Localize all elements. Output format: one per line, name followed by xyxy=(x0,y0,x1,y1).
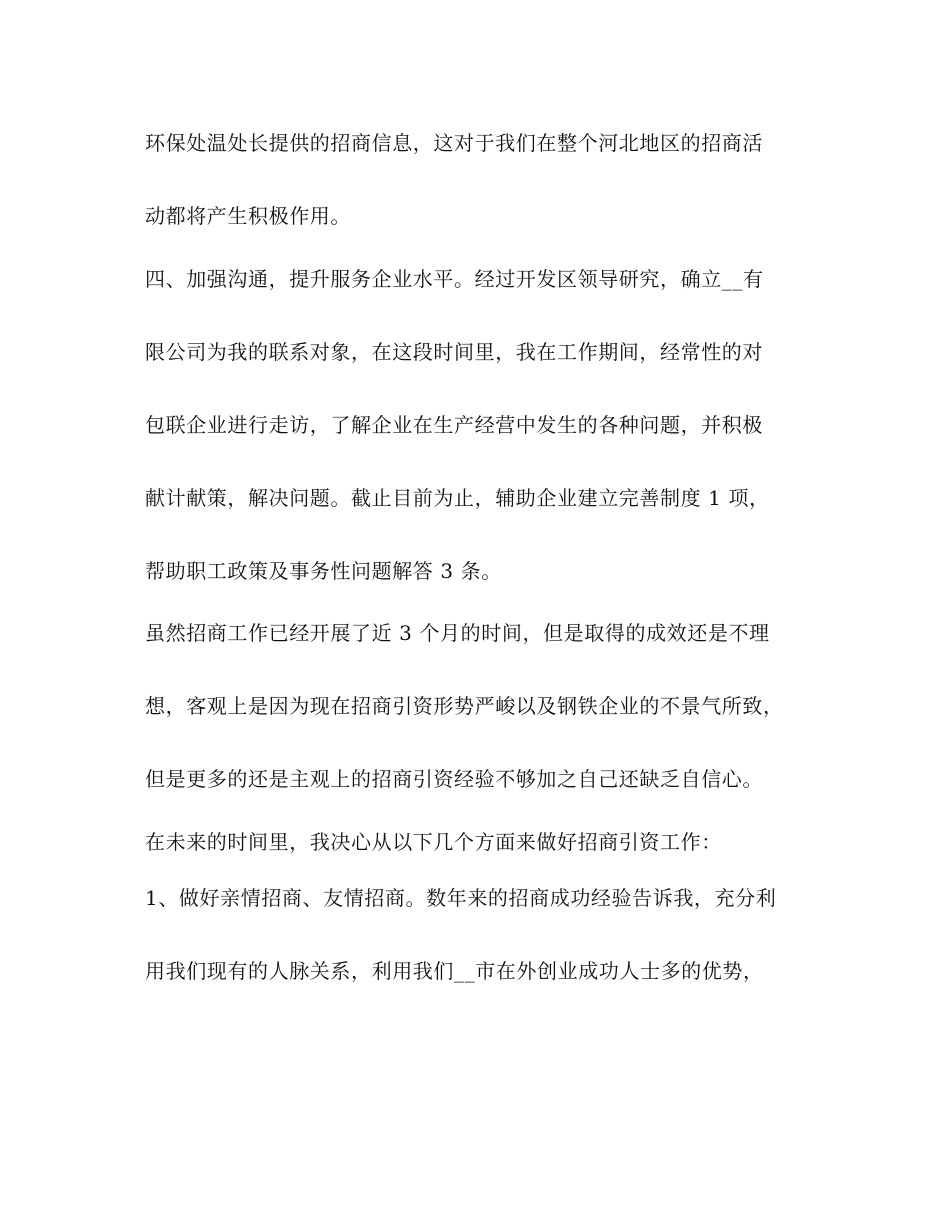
text-line: 动都将产生积极作用。 xyxy=(145,204,351,228)
text-line: 用我们现有的人脉关系，利用我们__市在外创业成功人士多的优势， xyxy=(145,959,764,983)
text-line: 在未来的时间里，我决心从以下几个方面来做好招商引资工作： xyxy=(145,830,722,854)
text-line: 1、做好亲情招商、友情招商。数年来的招商成功经验告诉我，充分利 xyxy=(145,886,777,910)
text-line: 环保处温处长提供的招商信息，这对于我们在整个河北地区的招商活 xyxy=(145,131,763,155)
text-line: 限公司为我的联系对象，在这段时间里，我在工作期间，经常性的对 xyxy=(145,340,763,364)
text-line: 虽然招商工作已经开展了近 3 个月的时间，但是取得的成效还是不理 xyxy=(145,621,770,645)
text-line: 献计献策，解决问题。截止目前为止，辅助企业建立完善制度 1 项， xyxy=(145,486,770,510)
text-line: 想，客观上是因为现在招商引资形势严峻以及钢铁企业的不景气所致， xyxy=(145,694,784,718)
text-line: 帮助职工政策及事务性问题解答 3 条。 xyxy=(145,559,502,583)
text-line: 包联企业进行走访，了解企业在生产经营中发生的各种问题，并积极 xyxy=(145,413,763,437)
text-line: 四、加强沟通，提升服务企业水平。经过开发区领导研究，确立__有 xyxy=(145,267,764,291)
text-line: 但是更多的还是主观上的招商引资经验不够加之自己还缺乏自信心。 xyxy=(145,767,763,791)
